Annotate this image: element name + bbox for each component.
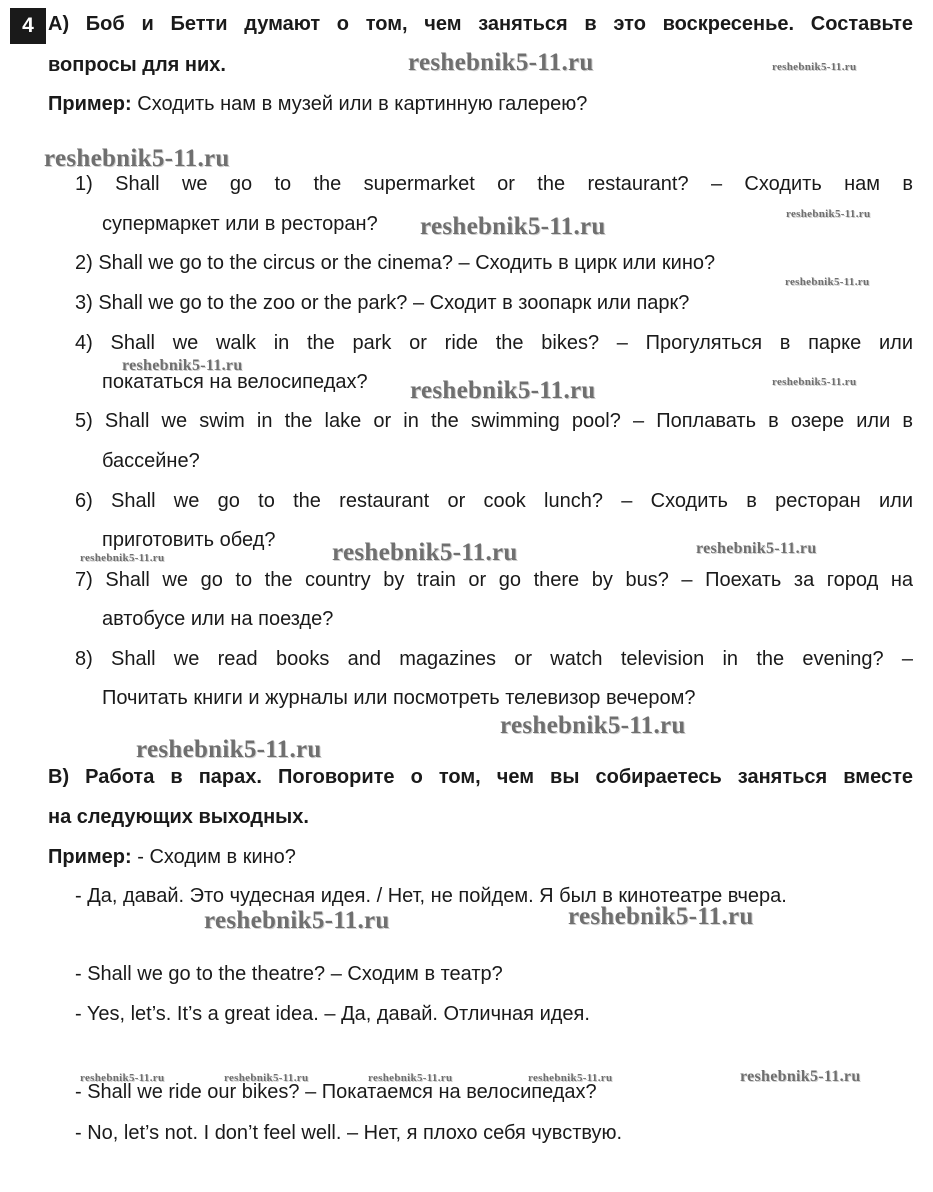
item-7-line2: автобусе или на поезде?	[102, 608, 334, 630]
item-1-line1: 1) Shall we go to the supermarket or the restaurant? – Сходить нам в	[75, 173, 913, 195]
dialogue-line-3: - Yes, let’s. It’s a great idea. – Да, давай. Отличная идея.	[75, 1003, 590, 1025]
watermark: reshebnik5-11.ru	[122, 357, 243, 374]
watermark: reshebnik5-11.ru	[80, 552, 165, 564]
exercise-number-badge: 4	[10, 8, 46, 44]
watermark: reshebnik5-11.ru	[332, 539, 518, 566]
item-3-line1: 3) Shall we go to the zoo or the park? – Сходит в зоопарк или парк?	[75, 292, 690, 314]
watermark: reshebnik5-11.ru	[786, 208, 871, 220]
item-7-line1: 7) Shall we go to the country by train or go there by bus? – Поехать за город на	[75, 569, 913, 591]
item-5-line1: 5) Shall we swim in the lake or in the swimming pool? – Поплавать в озере или в	[75, 410, 913, 432]
item-6-line2: приготовить обед?	[102, 529, 276, 551]
dialogue-line-2: - Shall we go to the theatre? – Сходим в театр?	[75, 963, 503, 985]
watermark: reshebnik5-11.ru	[420, 213, 606, 240]
item-4-line2: покататься на велосипедах?	[102, 371, 368, 393]
item-8-line1: 8) Shall we read books and magazines or watch television in the evening? –	[75, 648, 913, 670]
section-a-heading-line1: A) Боб и Бетти думают о том, чем заняться в это воскресенье. Составьте	[48, 13, 913, 35]
item-6-line1: 6) Shall we go to the restaurant or cook lunch? – Сходить в ресторан или	[75, 490, 913, 512]
watermark: reshebnik5-11.ru	[528, 1072, 613, 1084]
item-2-line1: 2) Shall we go to the circus or the cinema? – Сходить в цирк или кино?	[75, 252, 716, 274]
example-label: Пример:	[48, 93, 132, 115]
watermark: reshebnik5-11.ru	[80, 1072, 165, 1084]
watermark: reshebnik5-11.ru	[696, 540, 817, 557]
section-a-heading-line2: вопросы для них.	[48, 54, 226, 76]
watermark: reshebnik5-11.ru	[224, 1072, 309, 1084]
watermark: reshebnik5-11.ru	[204, 907, 390, 934]
watermark: reshebnik5-11.ru	[44, 145, 230, 172]
watermark: reshebnik5-11.ru	[568, 903, 754, 930]
watermark: reshebnik5-11.ru	[500, 712, 686, 739]
example-text: Сходить нам в музей или в картинную галерею?	[131, 93, 588, 115]
watermark: reshebnik5-11.ru	[410, 377, 596, 404]
watermark: reshebnik5-11.ru	[136, 736, 322, 763]
dialogue-line-4: - Shall we ride our bikes? – Покатаемся на велосипедах?	[75, 1081, 597, 1103]
watermark: reshebnik5-11.ru	[740, 1068, 861, 1085]
section-b-example	[48, 845, 296, 869]
item-5-line2: бассейне?	[102, 450, 200, 472]
section-a-example	[48, 92, 587, 116]
dialogue-line-1: - Да, давай. Это чудесная идея. / Нет, не пойдем. Я был в кинотеатре вчера.	[75, 885, 787, 907]
example-text: - Сходим в кино?	[131, 846, 296, 868]
watermark: reshebnik5-11.ru	[772, 376, 857, 388]
item-8-line2: Почитать книги и журналы или посмотреть телевизор вечером?	[102, 687, 696, 709]
item-1-line2: супермаркет или в ресторан?	[102, 213, 378, 235]
watermark: reshebnik5-11.ru	[772, 61, 857, 73]
example-label: Пример:	[48, 846, 132, 868]
section-b-heading-line2: на следующих выходных.	[48, 806, 309, 828]
watermark: reshebnik5-11.ru	[408, 49, 594, 76]
section-b-heading-line1: B) Работа в парах. Поговорите о том, чем вы собираетесь заняться вместе	[48, 766, 913, 788]
dialogue-line-5: - No, let’s not. I don’t feel well. – Нет, я плохо себя чувствую.	[75, 1122, 623, 1144]
watermark: reshebnik5-11.ru	[785, 276, 870, 288]
item-4-line1: 4) Shall we walk in the park or ride the bikes? – Прогуляться в парке или	[75, 332, 913, 354]
watermark: reshebnik5-11.ru	[368, 1072, 453, 1084]
